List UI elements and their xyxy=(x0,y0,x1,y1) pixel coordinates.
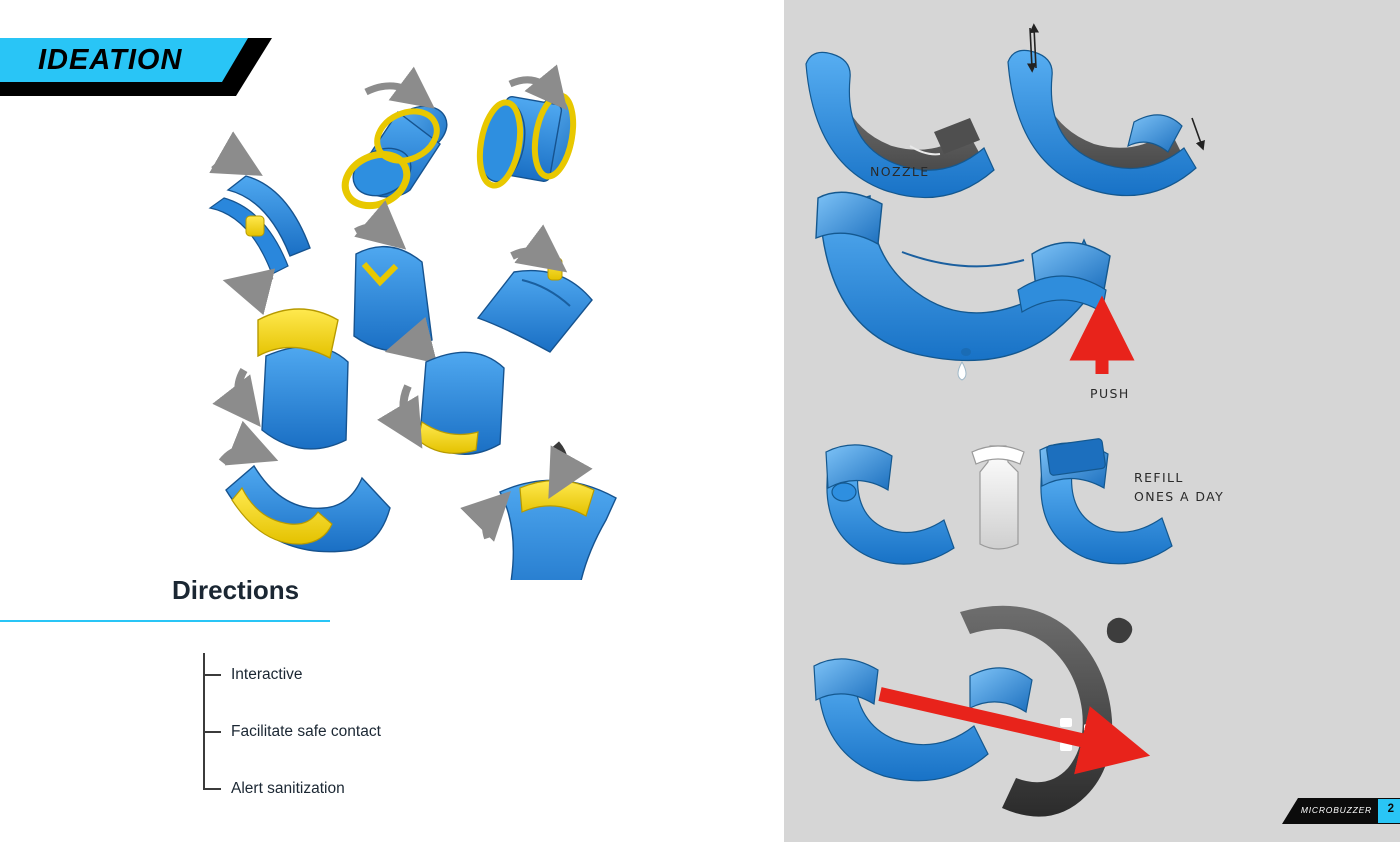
page-number: 2 xyxy=(1387,803,1394,815)
sketch-strap-1 xyxy=(210,161,310,287)
bracket-tick-icon xyxy=(203,788,221,790)
concept-sketches-svg xyxy=(784,0,1400,842)
direction-item-alert-sanitization xyxy=(203,780,345,798)
sketch-cylinder-rings-2 xyxy=(473,80,580,189)
sketch-band-right xyxy=(486,444,616,580)
sketch-cylinder-rings-1 xyxy=(337,86,455,215)
sketch-curved-band xyxy=(222,450,390,552)
sketch-device-yellow-base xyxy=(403,352,504,454)
direction-label: Facilitate safe contact xyxy=(231,723,381,740)
ideation-sketches-svg xyxy=(170,40,690,580)
sketch-device-nub xyxy=(478,251,592,352)
annotation-nozzle: NOZZLE xyxy=(870,164,930,179)
directions-underline xyxy=(0,620,330,622)
ideation-sketch-cluster xyxy=(170,40,690,580)
annotation-refill-line1: REFILL xyxy=(1134,470,1184,485)
direction-item-interactive xyxy=(203,666,303,684)
concept-nozzle-right xyxy=(1008,28,1202,196)
concept-sketch-panel xyxy=(784,0,1400,842)
page-title: IDEATION xyxy=(38,44,183,76)
sketch-square-device xyxy=(354,227,432,351)
annotation-refill-line2: ONES A DAY xyxy=(1134,489,1225,504)
annotation-refill xyxy=(1134,468,1224,506)
footer-brand-label: MICROBUZZER xyxy=(1300,805,1372,815)
concept-push-band xyxy=(816,192,1110,380)
direction-label: Alert sanitization xyxy=(231,780,345,797)
direction-label: Interactive xyxy=(231,666,303,683)
bracket-tick-icon xyxy=(203,731,221,733)
bracket-tick-icon xyxy=(203,674,221,676)
concept-refill-bottle xyxy=(972,446,1024,549)
directions-heading: Directions xyxy=(172,575,300,605)
footer-brand-badge xyxy=(1282,798,1400,824)
annotation-push: PUSH xyxy=(1090,386,1130,401)
concept-strap-assembly xyxy=(814,606,1132,817)
concept-refill-left xyxy=(826,445,954,564)
sketch-device-flap xyxy=(238,309,348,449)
direction-item-facilitate-safe-contact xyxy=(203,723,381,741)
